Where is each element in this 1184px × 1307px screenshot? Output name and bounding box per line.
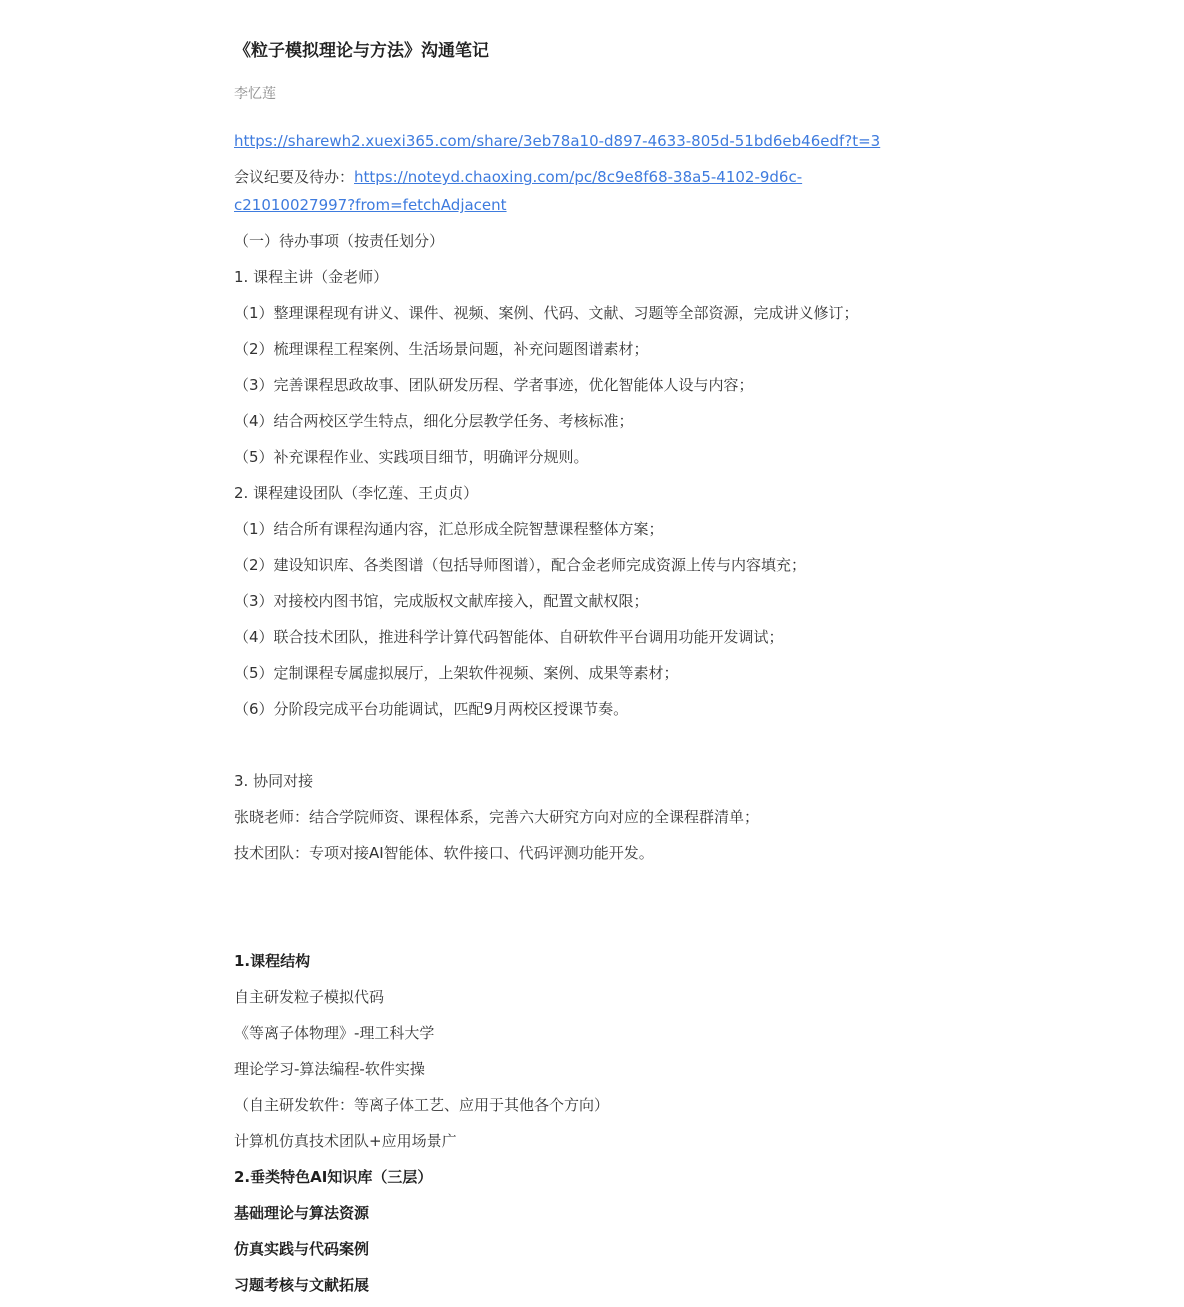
meeting-notes-label: 会议纪要及待办： [234, 168, 355, 186]
section2-item: （6）分阶段完成平台功能调试，匹配9月两校区授课节奏。 [234, 700, 629, 718]
section1-item: （1）整理课程现有讲义、课件、视频、案例、代码、文献、习题等全部资源，完成讲义修订； [234, 304, 859, 322]
structure-item: （自主研发软件：等离子体工艺、应用于其他各个方向） [234, 1096, 610, 1114]
knowledge-base-item: 仿真实践与代码案例 [234, 1240, 370, 1258]
author-name: 李忆莲 [234, 86, 276, 102]
section2-heading: 2. 课程建设团队（李忆莲、王贞贞） [234, 484, 479, 502]
section1-item: （2）梳理课程工程案例、生活场景问题，补充问题图谱素材； [234, 340, 649, 358]
section2-item: （4）联合技术团队，推进科学计算代码智能体、自研软件平台调用功能开发调试； [234, 628, 784, 646]
meeting-notes-link[interactable]: https://noteyd.chaoxing.com/pc/8c9e8f68-38a5-4102-9d6c-c21010027997?from=fetchAdjacent [234, 168, 803, 214]
structure-item: 计算机仿真技术团队+应用场景广 [234, 1132, 457, 1150]
structure-item: 《等离子体物理》-理工科大学 [234, 1024, 435, 1042]
knowledge-base-item: 基础理论与算法资源 [234, 1204, 370, 1222]
section2-item: （5）定制课程专属虚拟展厅，上架软件视频、案例、成果等素材； [234, 664, 679, 682]
meeting-notes-line [234, 163, 914, 219]
todo-heading: （一）待办事项（按责任划分） [234, 232, 445, 250]
knowledge-base-item: 习题考核与文献拓展 [234, 1276, 370, 1294]
share-link[interactable]: https://sharewh2.xuexi365.com/share/3eb78a10-d897-4633-805d-51bd6eb46edf?t=3 [234, 132, 881, 150]
section2-item: （3）对接校内图书馆，完成版权文献库接入，配置文献权限； [234, 592, 649, 610]
document-title: 《粒子模拟理论与方法》沟通笔记 [234, 41, 489, 61]
knowledge-base-heading: 2.垂类特色AI知识库（三层） [234, 1168, 433, 1186]
section3-heading: 3. 协同对接 [234, 772, 314, 790]
section1-item: （4）结合两校区学生特点，细化分层教学任务、考核标准； [234, 412, 634, 430]
structure-item: 理论学习-算法编程-软件实操 [234, 1060, 425, 1078]
share-link-line [234, 130, 880, 152]
structure-heading: 1.课程结构 [234, 952, 311, 970]
section3-item: 张晓老师：结合学院师资、课程体系，完善六大研究方向对应的全课程群清单； [234, 808, 760, 826]
section1-heading: 1. 课程主讲（金老师） [234, 268, 389, 286]
section3-item: 技术团队：专项对接AI智能体、软件接口、代码评测功能开发。 [234, 844, 654, 862]
section1-item: （5）补充课程作业、实践项目细节，明确评分规则。 [234, 448, 589, 466]
section1-item: （3）完善课程思政故事、团队研发历程、学者事迹，优化智能体人设与内容； [234, 376, 754, 394]
structure-item: 自主研发粒子模拟代码 [234, 988, 385, 1006]
section2-item: （2）建设知识库、各类图谱（包括导师图谱），配合金老师完成资源上传与内容填充； [234, 556, 807, 574]
section2-item: （1）结合所有课程沟通内容，汇总形成全院智慧课程整体方案； [234, 520, 664, 538]
